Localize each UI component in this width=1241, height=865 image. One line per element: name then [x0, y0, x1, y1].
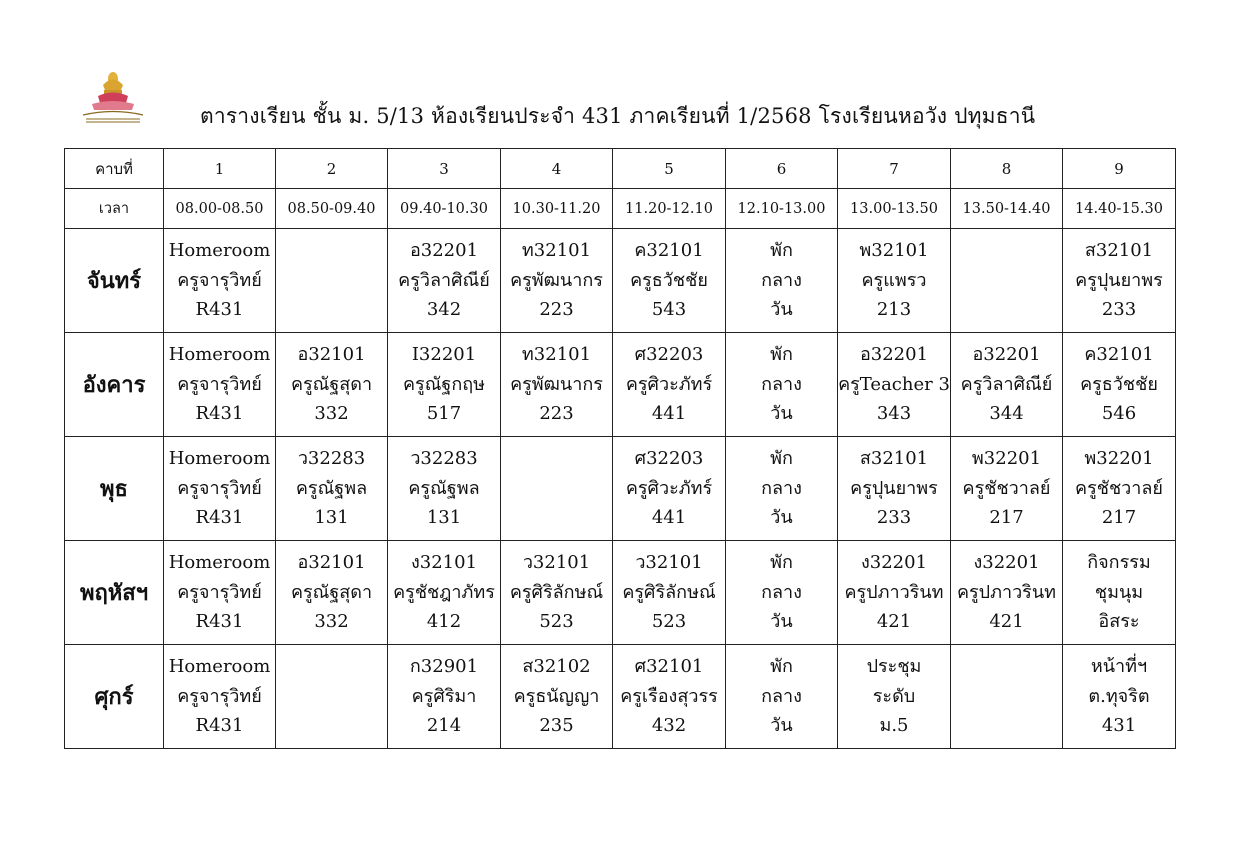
room-number: R431	[195, 715, 244, 737]
schedule-cell	[951, 333, 1063, 437]
subject-code: อ32201	[409, 240, 479, 262]
period-time: 08.00-08.50	[164, 189, 276, 229]
schedule-cell	[1063, 437, 1176, 541]
day-row	[65, 333, 1176, 437]
subject-code: หน้าที่ฯ	[1090, 656, 1148, 678]
room-number: วัน	[770, 611, 793, 633]
day-row	[65, 645, 1176, 749]
room-number: 543	[651, 299, 687, 321]
schedule-cell	[951, 437, 1063, 541]
period-number: 5	[613, 149, 726, 189]
period-number: 8	[951, 149, 1063, 189]
teacher-name: ต.ทุจริต	[1088, 685, 1150, 707]
subject-code: พ32101	[859, 240, 929, 262]
subject-code: ศ32203	[634, 344, 704, 366]
subject-code: ก32901	[409, 656, 479, 678]
schedule-cell	[838, 229, 951, 333]
schedule-cell	[388, 541, 501, 645]
schedule-cell	[726, 541, 838, 645]
period-number: 6	[726, 149, 838, 189]
subject-code: ศ32203	[634, 448, 704, 470]
schedule-cell	[164, 645, 276, 749]
subject-code: ส32101	[859, 448, 929, 470]
teacher-name: ครูTeacher 3	[838, 373, 950, 395]
teacher-name: ครูธนัญญา	[513, 685, 600, 707]
schedule-cell	[613, 541, 726, 645]
room-number: 523	[539, 611, 574, 633]
period-time: 08.50-09.40	[276, 189, 388, 229]
schedule-cell	[276, 541, 388, 645]
room-number: 343	[876, 403, 912, 425]
subject-code: ประชุม	[866, 656, 922, 678]
schedule-cell	[838, 541, 951, 645]
teacher-name: ครูจารุวิทย์	[177, 373, 262, 395]
teacher-name: ครูจารุวิทย์	[177, 477, 262, 499]
schedule-cell	[501, 229, 613, 333]
teacher-name: ครูศิวะภัทร์	[625, 477, 713, 499]
schedule-cell	[388, 333, 501, 437]
schedule-cell	[276, 437, 388, 541]
subject-code: ท32101	[521, 344, 592, 366]
room-number: 214	[426, 715, 462, 737]
teacher-name: กลาง	[761, 477, 802, 499]
schedule-cell	[388, 437, 501, 541]
room-number: 235	[539, 715, 574, 737]
room-number: วัน	[770, 507, 793, 529]
subject-code: ค32101	[634, 240, 704, 262]
subject-code: ค32101	[1084, 344, 1154, 366]
schedule-cell	[164, 229, 276, 333]
schedule-cell	[1063, 229, 1176, 333]
schedule-cell	[501, 333, 613, 437]
subject-code: Homeroom	[168, 448, 271, 470]
teacher-name: ครูณัฐพล	[408, 477, 480, 499]
subject-code: ง32201	[973, 552, 1040, 574]
schedule-cell	[388, 645, 501, 749]
teacher-name: ชุมนุม	[1094, 581, 1144, 603]
period-number: 9	[1063, 149, 1176, 189]
room-number: 332	[314, 611, 349, 633]
schedule-cell	[164, 541, 276, 645]
room-number: 344	[989, 403, 1024, 425]
teacher-name: ครูพัฒนากร	[510, 269, 603, 291]
room-number: 332	[314, 403, 349, 425]
page-title: ตารางเรียน ชั้น ม. 5/13 ห้องเรียนประจำ 431 ภาคเรียนที่ 1/2568 โรงเรียนหอวัง ปทุมธานี	[200, 104, 1036, 128]
subject-code: ว32101	[635, 552, 703, 574]
room-number: 432	[651, 715, 687, 737]
schedule-cell	[951, 645, 1063, 749]
schedule-cell	[951, 541, 1063, 645]
subject-code: ท32101	[521, 240, 592, 262]
room-number: อิสระ	[1098, 611, 1140, 633]
subject-code: อ32201	[972, 344, 1041, 366]
room-number: 421	[989, 611, 1024, 633]
teacher-name: ครูศิริมา	[411, 685, 477, 707]
subject-code: Homeroom	[168, 240, 271, 262]
room-number: 223	[539, 403, 574, 425]
period-time: 11.20-12.10	[613, 189, 726, 229]
subject-code: พ32201	[1084, 448, 1154, 470]
room-number: 233	[876, 507, 912, 529]
room-number: ม.5	[879, 715, 909, 737]
room-number: 523	[651, 611, 687, 633]
room-number: วัน	[770, 715, 793, 737]
teacher-name: ครูศิวะภัทร์	[625, 373, 713, 395]
teacher-name: ครูชัชวาลย์	[962, 477, 1051, 499]
schedule-cell	[613, 437, 726, 541]
room-number: 223	[539, 299, 574, 321]
teacher-name: ครูวิลาศิณีย์	[398, 269, 490, 291]
room-number: วัน	[770, 299, 793, 321]
teacher-name: ครูวิลาศิณีย์	[960, 373, 1053, 395]
day-row	[65, 229, 1176, 333]
subject-code: พัก	[770, 656, 793, 678]
teacher-name: ครูชัชฎาภัทร	[393, 581, 495, 603]
schedule-cell	[1063, 645, 1176, 749]
schedule-cell	[951, 229, 1063, 333]
subject-code: อ32101	[297, 344, 366, 366]
teacher-name: ครูศิริลักษณ์	[509, 581, 604, 603]
room-number: 131	[314, 507, 349, 529]
subject-code: อ32201	[859, 344, 929, 366]
teacher-name: กลาง	[761, 269, 802, 291]
teacher-name: กลาง	[761, 581, 802, 603]
subject-code: ว32283	[297, 448, 366, 470]
subject-code: พัก	[770, 344, 793, 366]
teacher-name: ครูณัฐกฤษ	[402, 373, 485, 395]
schedule-cell	[501, 541, 613, 645]
time-row	[65, 189, 1176, 229]
subject-code: พัก	[770, 240, 793, 262]
period-time: 10.30-11.20	[501, 189, 613, 229]
day-name: จันทร์	[65, 229, 164, 333]
room-number: 441	[651, 403, 687, 425]
room-number: 412	[426, 611, 462, 633]
room-number: 546	[1101, 403, 1137, 425]
subject-code: พ32201	[971, 448, 1042, 470]
schedule-cell	[164, 333, 276, 437]
room-number: วัน	[770, 403, 793, 425]
subject-code: พัก	[770, 448, 793, 470]
teacher-name: ครูปุนยาพร	[850, 477, 938, 499]
teacher-name: ครูปภาวรินท	[844, 581, 944, 603]
teacher-name: ครูธวัชชัย	[630, 269, 708, 291]
subject-code: I32201	[411, 344, 477, 366]
period-time: 09.40-10.30	[388, 189, 501, 229]
room-number: R431	[195, 299, 244, 321]
teacher-name: ครูจารุวิทย์	[177, 685, 262, 707]
teacher-name: ครูณัฐสุดา	[290, 581, 373, 603]
school-logo	[80, 70, 146, 126]
teacher-name: ครูปุนยาพร	[1075, 269, 1163, 291]
teacher-name: กลาง	[761, 373, 802, 395]
schedule-cell	[838, 437, 951, 541]
time-label: เวลา	[65, 189, 164, 229]
period-time: 13.00-13.50	[838, 189, 951, 229]
period-header-row	[65, 149, 1176, 189]
room-number: 233	[1101, 299, 1137, 321]
period-time: 13.50-14.40	[951, 189, 1063, 229]
schedule-cell	[1063, 541, 1176, 645]
day-name: ศุกร์	[65, 645, 164, 749]
day-row	[65, 437, 1176, 541]
room-number: 342	[426, 299, 462, 321]
teacher-name: ระดับ	[872, 685, 916, 707]
subject-code: ง32201	[860, 552, 928, 574]
subject-code: ว32101	[522, 552, 591, 574]
teacher-name: ครูแพรว	[861, 269, 927, 291]
subject-code: Homeroom	[168, 656, 271, 678]
schedule-cell	[613, 333, 726, 437]
schedule-cell	[726, 229, 838, 333]
room-number: R431	[195, 611, 244, 633]
period-label: คาบที่	[65, 149, 164, 189]
subject-code: ส32102	[522, 656, 591, 678]
period-number: 1	[164, 149, 276, 189]
schedule-cell	[838, 645, 951, 749]
teacher-name: กลาง	[761, 685, 802, 707]
teacher-name: ครูธวัชชัย	[1080, 373, 1158, 395]
teacher-name: ครูเรืองสุวรร	[620, 685, 718, 707]
schedule-cell	[838, 333, 951, 437]
period-number: 7	[838, 149, 951, 189]
room-number: 217	[1101, 507, 1137, 529]
schedule-cell	[1063, 333, 1176, 437]
room-number: 431	[1101, 715, 1137, 737]
subject-code: อ32101	[297, 552, 366, 574]
day-name: อังคาร	[65, 333, 164, 437]
subject-code: กิจกรรม	[1087, 552, 1151, 574]
period-number: 2	[276, 149, 388, 189]
schedule-cell	[276, 333, 388, 437]
room-number: 217	[989, 507, 1024, 529]
period-time: 12.10-13.00	[726, 189, 838, 229]
schedule-cell	[726, 645, 838, 749]
room-number: 131	[426, 507, 462, 529]
timetable	[64, 148, 1176, 749]
subject-code: ง32101	[410, 552, 478, 574]
teacher-name: ครูพัฒนากร	[510, 373, 603, 395]
period-number: 3	[388, 149, 501, 189]
room-number: 421	[876, 611, 912, 633]
schedule-cell	[613, 645, 726, 749]
day-name: พุธ	[65, 437, 164, 541]
teacher-name: ครูจารุวิทย์	[177, 581, 262, 603]
schedule-cell	[388, 229, 501, 333]
schedule-cell	[164, 437, 276, 541]
subject-code: ว32283	[410, 448, 478, 470]
room-number: 213	[876, 299, 912, 321]
schedule-cell	[276, 645, 388, 749]
room-number: 441	[651, 507, 687, 529]
schedule-cell	[613, 229, 726, 333]
schedule-cell	[501, 437, 613, 541]
schedule-cell	[276, 229, 388, 333]
teacher-name: ครูณัฐสุดา	[290, 373, 373, 395]
room-number: R431	[195, 507, 244, 529]
subject-code: Homeroom	[168, 344, 271, 366]
subject-code: Homeroom	[168, 552, 271, 574]
schedule-cell	[726, 333, 838, 437]
subject-code: ศ32101	[634, 656, 704, 678]
subject-code: พัก	[770, 552, 793, 574]
room-number: R431	[195, 403, 244, 425]
schedule-cell	[726, 437, 838, 541]
room-number: 517	[426, 403, 462, 425]
teacher-name: ครูณัฐพล	[295, 477, 368, 499]
period-number: 4	[501, 149, 613, 189]
teacher-name: ครูจารุวิทย์	[177, 269, 262, 291]
teacher-name: ครูศิริลักษณ์	[622, 581, 716, 603]
schedule-cell	[501, 645, 613, 749]
teacher-name: ครูชัชวาลย์	[1075, 477, 1163, 499]
period-time: 14.40-15.30	[1063, 189, 1176, 229]
day-row	[65, 541, 1176, 645]
day-name: พฤหัสฯ	[65, 541, 164, 645]
teacher-name: ครูปภาวรินท	[956, 581, 1057, 603]
subject-code: ส32101	[1084, 240, 1154, 262]
